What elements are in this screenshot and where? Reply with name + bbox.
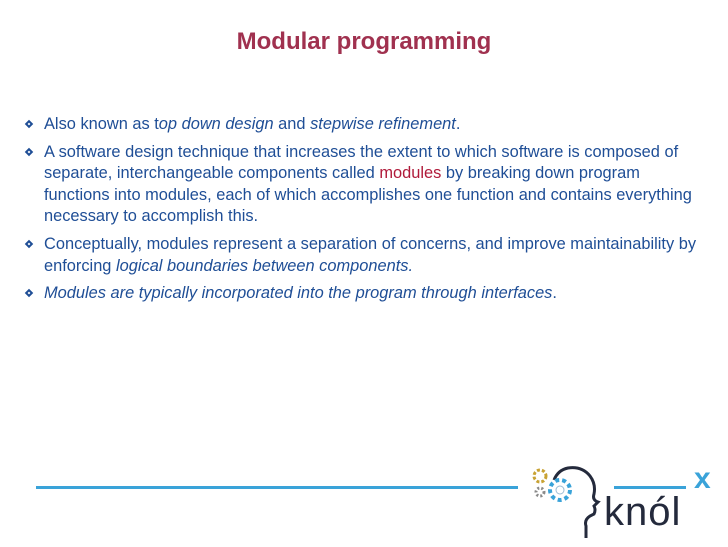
bullet-item [26,114,706,136]
bullet-text-run: Conceptually, modules represent a separation of concerns, and improve maintainability by enforcing [44,234,697,275]
bullet-item [26,142,706,228]
bullet-marker-icon [25,147,33,155]
bullet-text-run: modules [379,164,442,183]
bullet-text-run: . [455,115,461,133]
bullet-marker-icon [25,240,33,248]
head-gears-icon [524,456,604,542]
bullet-text-run: stepwise refinement [310,115,456,133]
knolx-logo [524,456,724,542]
footer-divider-left [36,486,518,489]
bullet-list [26,114,706,311]
bullet-item [26,234,706,277]
bullet-text-run: A software design technique that increases the extent to which software is composed of separate, interchangeable components called [44,142,679,183]
bullet-item [26,283,706,305]
bullet-text-run: Modules are typically incorporated into the program through interfaces [44,284,553,303]
bullet-text-run: by breaking down program functions into modules, each of which accomplishes one function and contains everything necessary to accomplish this. [44,164,692,226]
bullet-marker-icon [25,120,33,128]
bullet-marker-icon [25,289,33,297]
slide-title: Modular programming [236,28,492,55]
bullet-text-run: . [552,284,557,303]
logo-text: knól [604,490,682,534]
logo-superscript: x [694,462,711,495]
bullet-text-run: logical boundaries between components. [115,256,414,275]
bullet-text-run: and [273,115,311,133]
bullet-text-run: op down design [158,115,274,133]
bullet-text-run: Also known as t [44,115,159,133]
